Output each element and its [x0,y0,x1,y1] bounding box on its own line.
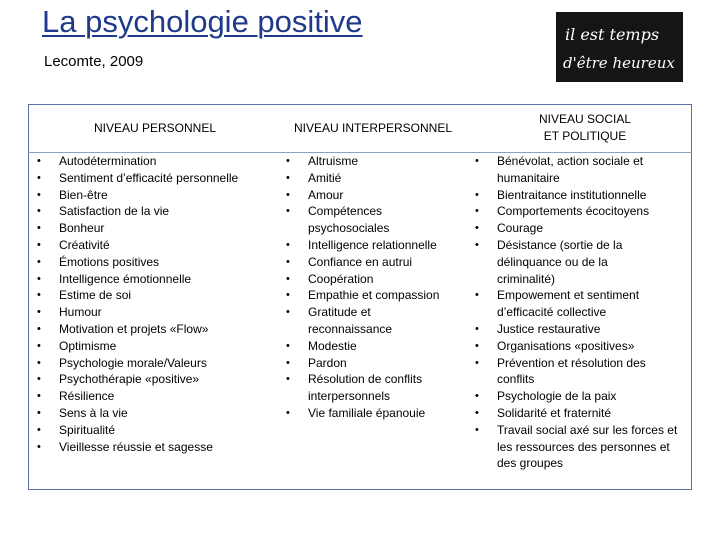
list-item: • Psychologie morale/Valeurs [37,355,275,372]
list-item: • Sens à la vie [37,405,275,422]
list-item: • Empathie et compassion [286,287,466,304]
list-item: • Créativité [37,237,275,254]
list-item: • Amour [286,187,466,204]
handwritten-logo-graphic [556,12,683,82]
list-item: • Optimisme [37,338,275,355]
logo-text-line-2: d'être heureux [563,54,675,72]
list-item: • Spiritualité [37,422,275,439]
list-item: • Prévention et résolution des conflits [475,355,672,389]
column-heading-text: NIVEAU INTERPERSONNEL [293,121,453,135]
list-item: • Comportements écocitoyens [475,203,689,220]
list-item: • Gratitude et reconnaissance [286,304,418,338]
list-item: • Satisfaction de la vie [37,203,275,220]
logo-text-line-1: il est temps [565,25,660,44]
list-item: • Bénévolat, action sociale et humanitaire [475,153,672,187]
list-item: • Vie familiale épanouie [286,405,466,422]
list-item: • Intelligence relationnelle [286,237,466,254]
list-item: • Résilience [37,388,275,405]
list-item: • Altruisme [286,153,466,170]
list-item: • Sentiment d’efficacité personnelle [37,170,275,187]
list-item: • Confiance en autrui [286,254,466,271]
list-item: • Bonheur [37,220,275,237]
list-item: • Organisations «positives» [475,338,689,355]
list-item: • Bien-être [37,187,275,204]
list-item: • Estime de soi [37,287,275,304]
column-heading-text: NIVEAU PERSONNEL [93,121,217,135]
page-title: La psychologie positive [42,4,363,39]
list-item: • Intelligence émotionnelle [37,271,275,288]
list-item: • Modestie [286,338,466,355]
author-citation: Lecomte, 2009 [44,53,144,70]
list-item: • Résolution de conflits interpersonnels [286,371,448,405]
list-item: • Psychologie de la paix [475,388,689,405]
list-item: • Amitié [286,170,466,187]
social-political-level-list [475,153,689,472]
column-heading-personal [40,120,270,137]
logo-image [556,12,683,82]
list-item: • Courage [475,220,689,237]
list-item: • Motivation et projets «Flow» [37,321,275,338]
personal-level-list [37,153,275,455]
list-item: • Travail social axé sur les forces et les ressources des personnes et des groupes [475,422,692,472]
column-heading-interpersonal [278,120,468,137]
list-item: • Émotions positives [37,254,275,271]
list-item: • Autodétermination [37,153,275,170]
list-item: • Vieillesse réussie et sagesse [37,439,275,456]
list-item: • Coopération [286,271,466,288]
list-item: • Pardon [286,355,466,372]
column-heading-text: NIVEAU SOCIAL [538,112,632,126]
list-item: • Humour [37,304,275,321]
list-item: • Psychothérapie «positive» [37,371,275,388]
interpersonal-level-list [286,153,466,422]
list-item: • Bientraitance institutionnelle [475,187,689,204]
list-item: • Désistance (sortie de la délinquance ou de la criminalité) [475,237,667,287]
column-heading-social-political [480,111,690,145]
list-item: • Justice restaurative [475,321,689,338]
column-heading-text: ET POLITIQUE [543,129,627,143]
list-item: • Empowement et sentiment d’efficacité collective [475,287,667,321]
list-item: • Compétences psychosociales [286,203,418,237]
list-item: • Solidarité et fraternité [475,405,689,422]
